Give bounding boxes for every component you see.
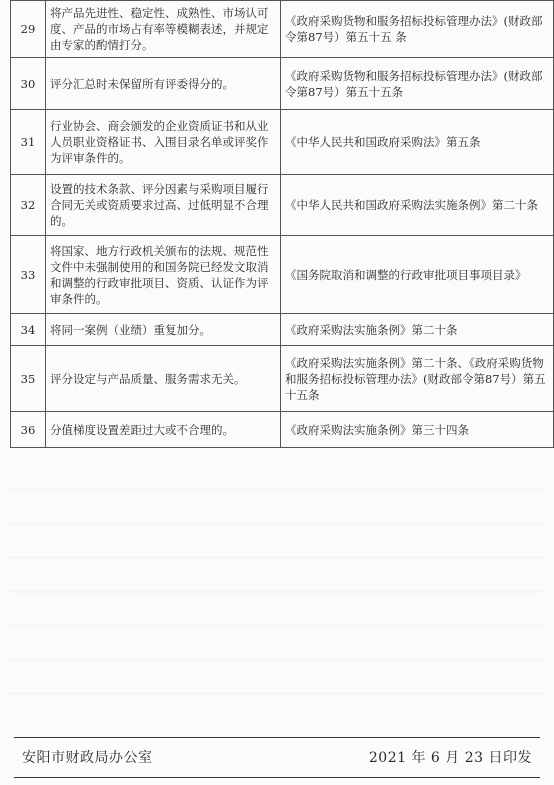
row-legal-basis: 《中华人民共和国政府采购法》第五条 xyxy=(281,110,554,175)
row-description: 分值梯度设置差距过大或不合理的。 xyxy=(46,412,281,448)
row-legal-basis: 《国务院取消和调整的行政审批项目事项目录》 xyxy=(281,236,554,314)
row-description: 评分汇总时未保留所有评委得分的。 xyxy=(46,58,281,110)
document-footer xyxy=(0,737,554,785)
row-description: 评分设定与产品质量、服务需求无关。 xyxy=(46,346,281,412)
table-row xyxy=(11,110,554,175)
row-number: 29 xyxy=(11,1,46,58)
row-number: 31 xyxy=(11,110,46,175)
row-legal-basis: 《政府采购货物和服务招标投标管理办法》(财政部令第87号）第五十五 条 xyxy=(281,1,554,58)
issue-date: 2021 年 6 月 23 日印发 xyxy=(368,750,532,766)
table-row xyxy=(11,346,554,412)
row-number: 36 xyxy=(11,412,46,448)
footer-bottom-rule xyxy=(14,777,540,778)
row-number: 30 xyxy=(11,58,46,110)
table-row xyxy=(11,1,554,58)
row-legal-basis: 《政府采购法实施条例》第二十条、《政府采购货物和服务招标投标管理办法》(财政部令第87号）第五十五条 xyxy=(281,346,554,412)
row-legal-basis: 《中华人民共和国政府采购法实施条例》第二十条 xyxy=(281,175,554,236)
rules-table xyxy=(10,0,554,448)
row-number: 33 xyxy=(11,236,46,314)
table-row xyxy=(11,412,554,448)
issuing-office: 安阳市财政局办公室 xyxy=(22,750,153,766)
table-row xyxy=(11,175,554,236)
row-number: 34 xyxy=(11,314,46,346)
row-number: 35 xyxy=(11,346,46,412)
table-row xyxy=(11,58,554,110)
table-row xyxy=(11,314,554,346)
row-description: 将国家、地方行政机关颁布的法规、规范性文件中未强制使用的和国务院已经发文取消和调整的行政审批项目、资质、认证作为评审条件的。 xyxy=(46,236,281,314)
row-description: 将同一案例（业绩）重复加分。 xyxy=(46,314,281,346)
row-description: 行业协会、商会颁发的企业资质证书和从业人员职业资格证书、入围目录名单或评奖作为评审条件的。 xyxy=(46,110,281,175)
row-legal-basis: 《政府采购法实施条例》第三十四条 xyxy=(281,412,554,448)
show-through-area xyxy=(10,458,542,726)
row-number: 32 xyxy=(11,175,46,236)
row-legal-basis: 《政府采购法实施条例》第二十条 xyxy=(281,314,554,346)
row-description: 设置的技术条款、评分因素与采购项目履行合同无关或资质要求过高、过低明显不合理的。 xyxy=(46,175,281,236)
footer-top-rule xyxy=(14,737,540,738)
row-description: 将产品先进性、稳定性、成熟性、市场认可度、产品的市场占有率等模糊表述，并规定由专家的酌情打分。 xyxy=(46,1,281,58)
row-legal-basis: 《政府采购货物和服务招标投标管理办法》(财政部令第87号）第五十五条 xyxy=(281,58,554,110)
table-row xyxy=(11,236,554,314)
